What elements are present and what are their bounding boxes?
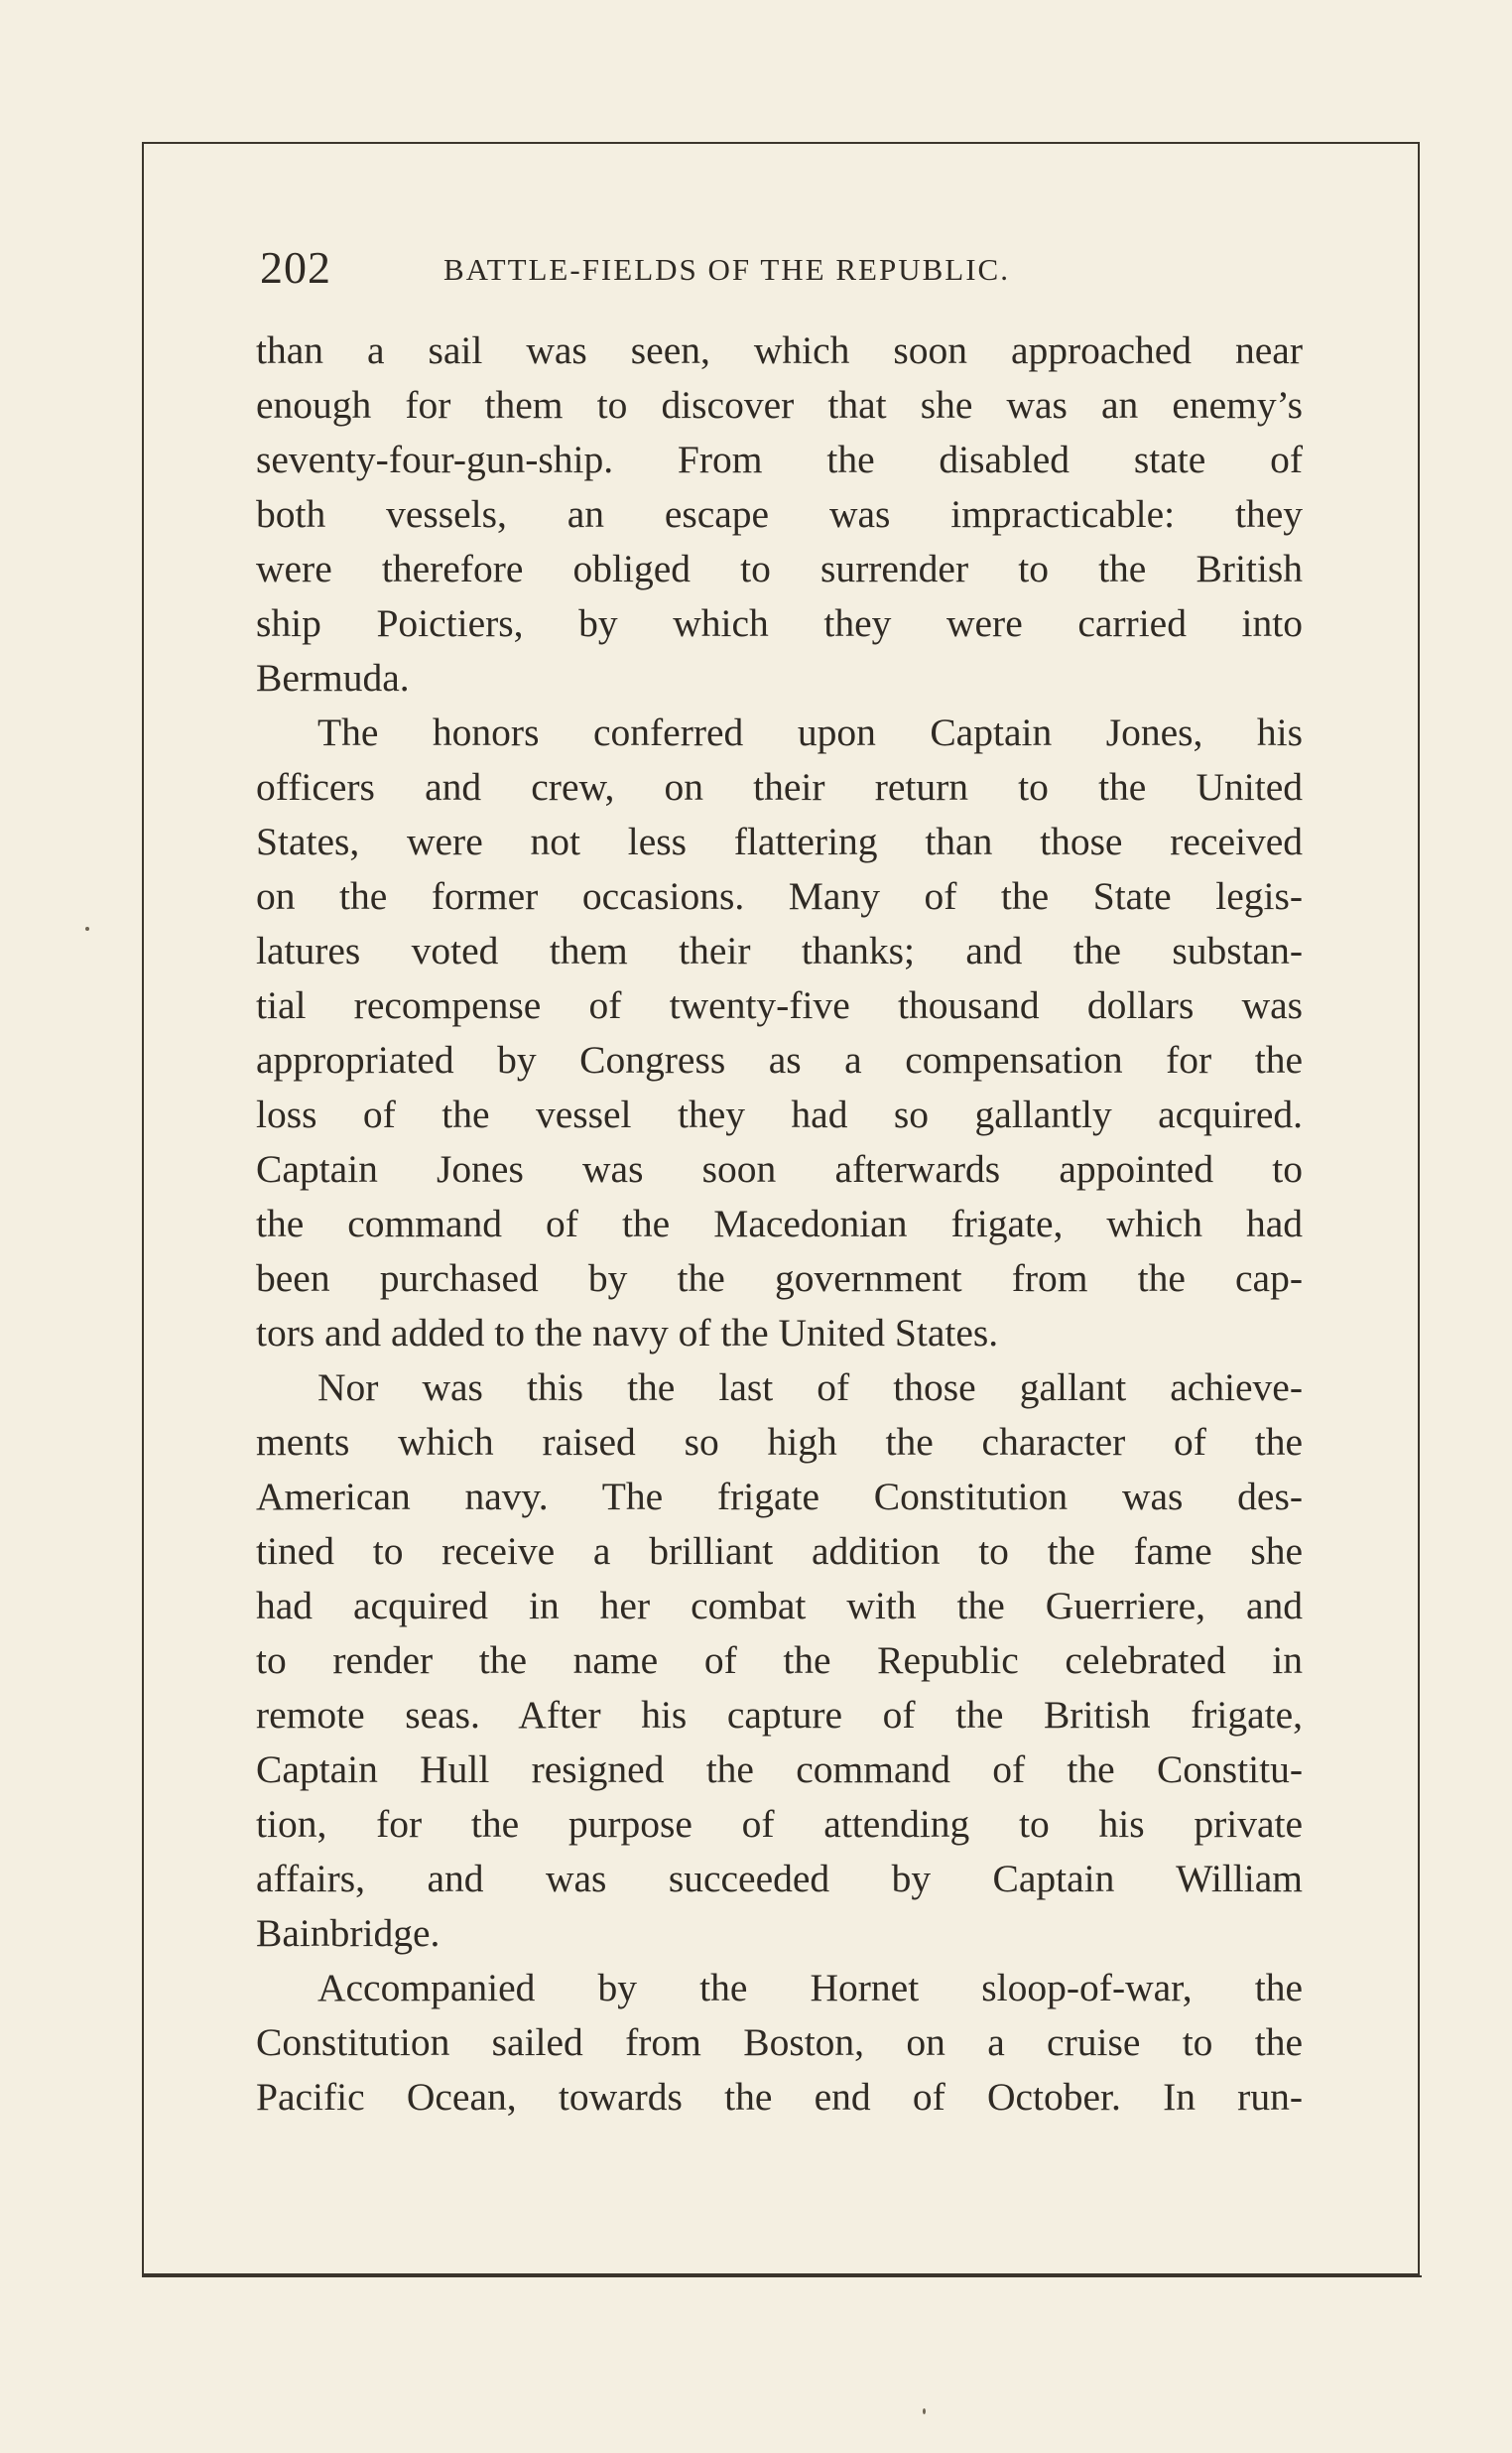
running-head	[260, 238, 1282, 298]
text-line: Constitution sailed from Boston, on a cruise to the	[256, 2020, 1303, 2064]
text-line: to render the name of the Republic celebrated in	[256, 1638, 1303, 1682]
text-line: both vessels, an escape was impracticable: they	[256, 492, 1303, 536]
text-line: tors and added to the navy of the United States.	[256, 1311, 999, 1355]
text-line: The honors conferred upon Captain Jones, his	[317, 710, 1303, 754]
text-line: remote seas. After his capture of the British frigate,	[256, 1693, 1303, 1737]
text-line: Bainbridge.	[256, 1911, 441, 1955]
text-line: on the former occasions. Many of the State legis-	[256, 874, 1303, 918]
page-number: 202	[260, 242, 331, 293]
text-line: Captain Jones was soon afterwards appointed to	[256, 1147, 1303, 1191]
text-line: Captain Hull resigned the command of the Constitu-	[256, 1747, 1303, 1791]
running-title: BATTLE-FIELDS OF THE REPUBLIC.	[443, 252, 1010, 287]
text-line: the command of the Macedonian frigate, which had	[256, 1202, 1303, 1245]
text-line: seventy-four-gun-ship. From the disabled state of	[256, 438, 1303, 481]
text-line: appropriated by Congress as a compensation for the	[256, 1038, 1303, 1082]
text-line: had acquired in her combat with the Guerriere, and	[256, 1584, 1303, 1627]
text-line: enough for them to discover that she was an enemy’s	[256, 383, 1303, 427]
text-line: Accompanied by the Hornet sloop-of-war, the	[317, 1966, 1303, 2009]
text-line: States, were not less flattering than those received	[256, 820, 1303, 863]
print-speck	[923, 2408, 926, 2414]
text-line: officers and crew, on their return to the United	[256, 765, 1303, 809]
text-line: tial recompense of twenty-five thousand dollars was	[256, 983, 1303, 1027]
text-line: affairs, and was succeeded by Captain William	[256, 1857, 1303, 1900]
text-line: Nor was this the last of those gallant achieve-	[317, 1365, 1303, 1409]
text-line: tion, for the purpose of attending to his private	[256, 1802, 1303, 1846]
text-line: were therefore obliged to surrender to the British	[256, 547, 1303, 590]
text-line: American navy. The frigate Constitution was des-	[256, 1475, 1303, 1518]
print-speck	[85, 927, 89, 931]
body-text	[256, 323, 1303, 2125]
text-line: been purchased by the government from the cap-	[256, 1256, 1303, 1300]
text-line: ship Poictiers, by which they were carried into	[256, 601, 1303, 645]
text-line: latures voted them their thanks; and the substan-	[256, 929, 1303, 972]
text-line: tined to receive a brilliant addition to the fame she	[256, 1529, 1303, 1573]
text-line: than a sail was seen, which soon approached near	[256, 328, 1303, 372]
text-line: ments which raised so high the character of the	[256, 1420, 1303, 1464]
text-line: loss of the vessel they had so gallantly acquired.	[256, 1093, 1303, 1136]
text-line: Pacific Ocean, towards the end of October. In run-	[256, 2075, 1303, 2119]
text-line: Bermuda.	[256, 656, 410, 700]
